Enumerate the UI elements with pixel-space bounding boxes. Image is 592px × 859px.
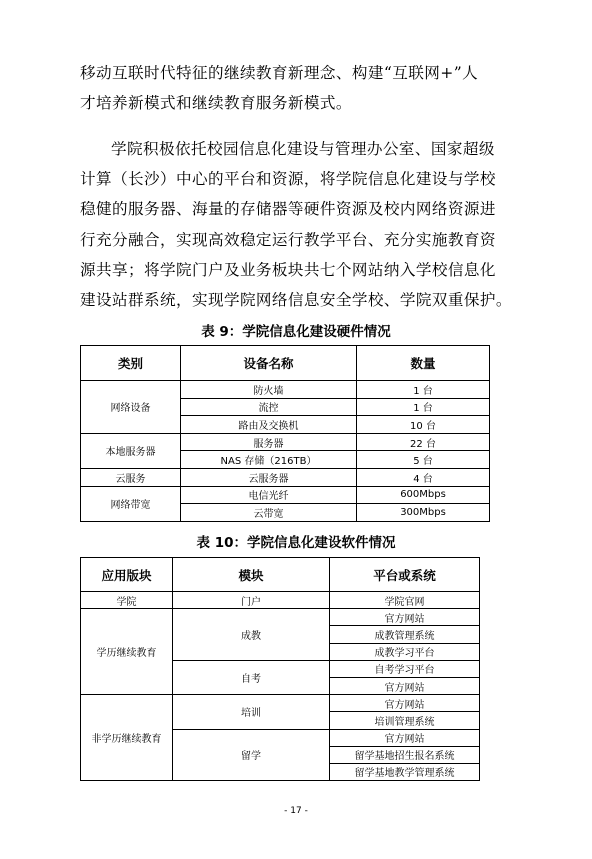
quantity-cell: 5 台 — [357, 451, 490, 469]
module-cell: 留学 — [173, 729, 330, 781]
paragraph-line: 移动互联时代特征的继续教育新理念、构建“互联网+”人 — [80, 64, 479, 82]
table-row — [81, 695, 480, 712]
paragraph-2 — [80, 134, 520, 315]
system-cell: 官方网站 — [330, 729, 480, 746]
column-header: 平台或系统 — [330, 558, 480, 592]
device-name-cell: NAS 存储（216TB） — [181, 451, 357, 469]
software-table — [80, 557, 480, 781]
device-name-cell: 云服务器 — [181, 468, 357, 486]
system-cell: 留学基地教学管理系统 — [330, 763, 480, 780]
paragraph-line: 计算（长沙）中心的平台和资源，将学院信息化建设与学校 — [80, 170, 496, 189]
hardware-table — [80, 345, 490, 522]
page-number: - 17 - — [284, 806, 308, 816]
paragraph-line-text: 学院积极依托校园信息化建设与管理办公室、国家超级 — [111, 140, 495, 158]
module-cell: 成教 — [173, 609, 330, 661]
paragraph-line: 建设站群系统，实现学院网络信息安全学校、学院双重保护。 — [80, 291, 512, 310]
system-cell: 自考学习平台 — [330, 660, 480, 677]
category-cell: 云服务 — [81, 468, 181, 486]
quantity-cell: 300Mbps — [357, 504, 490, 522]
device-name-cell: 服务器 — [181, 433, 357, 451]
device-name-cell: 流控 — [181, 398, 357, 416]
system-cell: 官方网站 — [330, 609, 480, 626]
column-header: 数量 — [357, 346, 490, 381]
system-cell: 官方网站 — [330, 677, 480, 694]
column-header: 设备名称 — [181, 346, 357, 381]
system-cell: 成教学习平台 — [330, 643, 480, 660]
table-row — [81, 468, 490, 486]
device-name-cell: 路由及交换机 — [181, 416, 357, 434]
section-cell: 学历继续教育 — [81, 609, 173, 695]
table-row — [81, 381, 490, 399]
category-cell: 网络设备 — [81, 381, 181, 434]
paragraph-line: 才培养新模式和继续教育服务新模式。 — [80, 94, 352, 113]
system-cell: 成教管理系统 — [330, 626, 480, 643]
device-name-cell: 电信光纤 — [181, 486, 357, 504]
module-cell: 自考 — [173, 660, 330, 694]
device-name-cell: 云带宽 — [181, 504, 357, 522]
category-cell: 网络带宽 — [81, 486, 181, 521]
column-header: 应用版块 — [81, 558, 173, 592]
system-cell: 官方网站 — [330, 695, 480, 712]
table-row — [81, 486, 490, 504]
paragraph-line: 源共享；将学院门户及业务板块共七个网站纳入学校信息化 — [80, 260, 496, 279]
module-cell: 培训 — [173, 695, 330, 729]
quantity-cell: 1 台 — [357, 381, 490, 399]
paragraph-1 — [80, 58, 520, 118]
quantity-cell: 600Mbps — [357, 486, 490, 504]
table-9-caption: 表 9：学院信息化建设硬件情况 — [201, 324, 391, 340]
paragraph-line: 行充分融合，实现高效稳定运行教学平台、充分实施教育资 — [80, 230, 496, 249]
section-cell: 非学历继续教育 — [81, 695, 173, 781]
paragraph-line: 稳健的服务器、海量的存储器等硬件资源及校内网络资源进 — [80, 200, 496, 219]
table-row — [81, 609, 480, 626]
category-cell: 本地服务器 — [81, 433, 181, 468]
quantity-cell: 1 台 — [357, 398, 490, 416]
paragraph-line — [80, 134, 520, 164]
table-row — [81, 433, 490, 451]
column-header: 模块 — [173, 558, 330, 592]
section-cell: 学院 — [81, 592, 173, 609]
system-cell: 学院官网 — [330, 592, 480, 609]
system-cell: 培训管理系统 — [330, 712, 480, 729]
quantity-cell: 22 台 — [357, 433, 490, 451]
quantity-cell: 4 台 — [357, 468, 490, 486]
table-10-caption: 表 10：学院信息化建设软件情况 — [196, 535, 396, 551]
system-cell: 留学基地招生报名系统 — [330, 746, 480, 763]
column-header: 类别 — [81, 346, 181, 381]
device-name-cell: 防火墙 — [181, 381, 357, 399]
quantity-cell: 10 台 — [357, 416, 490, 434]
table-row — [81, 592, 480, 609]
module-cell: 门户 — [173, 592, 330, 609]
